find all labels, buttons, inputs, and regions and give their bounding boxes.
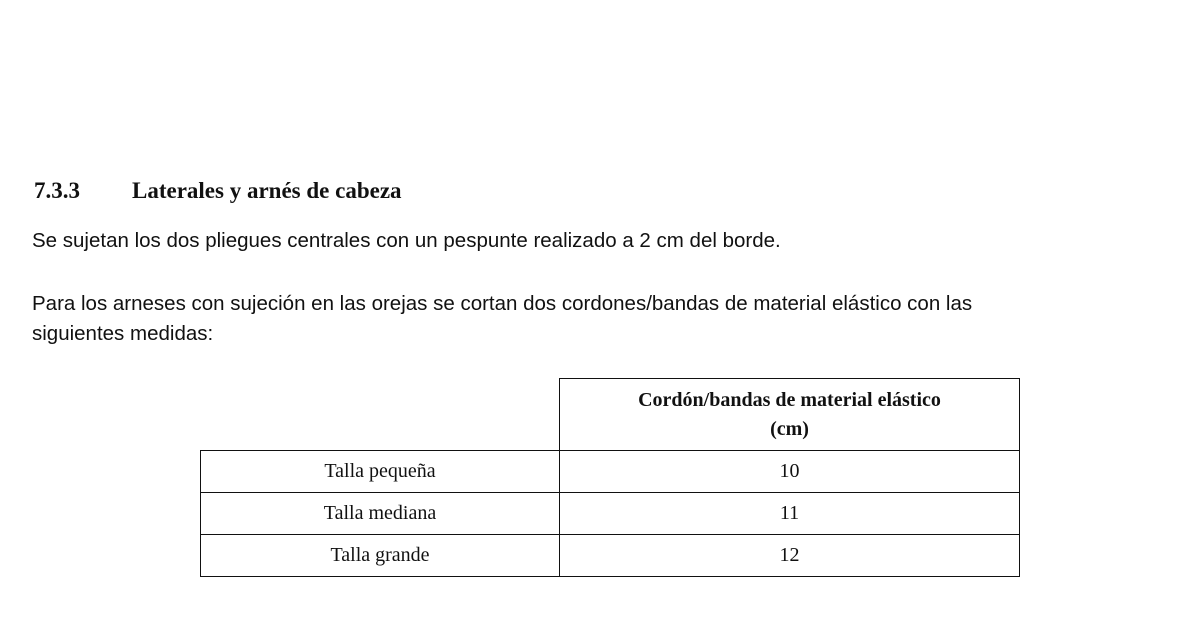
column-header-unit: (cm) <box>770 417 809 440</box>
column-header-label: Cordón/bandas de material elástico <box>638 388 941 411</box>
paragraph-elastic-line1: Para los arneses con sujeción en las orejas se cortan dos cordones/bandas de material elástico con las <box>32 292 973 315</box>
section-number: 7.3.3 <box>34 178 80 203</box>
table-row <box>201 493 1020 535</box>
size-label: Talla pequeña <box>201 451 560 493</box>
size-label: Talla grande <box>201 535 560 577</box>
section-title: Laterales y arnés de cabeza <box>132 178 402 203</box>
table-row <box>201 535 1020 577</box>
elastic-measurements-table <box>200 378 1020 577</box>
table-column-header <box>560 379 1020 451</box>
table-header-row <box>201 379 1020 451</box>
paragraph-elastic-line2: siguientes medidas: <box>32 322 214 345</box>
length-value: 12 <box>560 535 1020 577</box>
length-value: 11 <box>560 493 1020 535</box>
section-heading <box>34 176 402 206</box>
table-empty-corner <box>201 379 560 451</box>
table-row <box>201 451 1020 493</box>
length-value: 10 <box>560 451 1020 493</box>
size-label: Talla mediana <box>201 493 560 535</box>
paragraph-stitching: Se sujetan los dos pliegues centrales con un pespunte realizado a 2 cm del borde. <box>32 229 781 252</box>
